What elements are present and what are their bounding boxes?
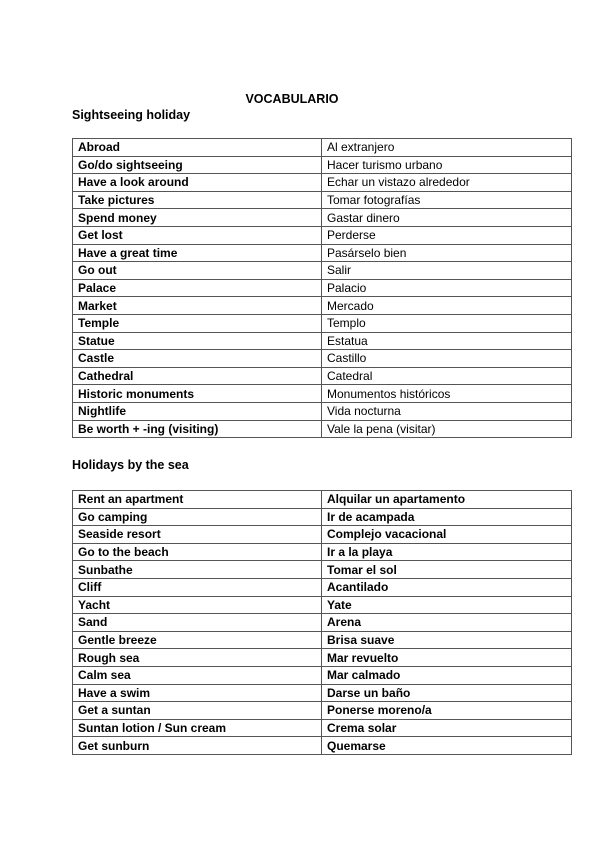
vocab-row: [73, 420, 572, 438]
spanish-translation: Mar revuelto: [322, 649, 572, 667]
spanish-translation: Yate: [322, 596, 572, 614]
spanish-translation: Mercado: [322, 297, 572, 315]
vocab-row: [73, 719, 572, 737]
vocab-row: [73, 209, 572, 227]
vocab-row: [73, 491, 572, 509]
spanish-translation: Vida nocturna: [322, 402, 572, 420]
english-term: Castle: [73, 350, 322, 368]
english-term: Nightlife: [73, 402, 322, 420]
spanish-translation: Al extranjero: [322, 139, 572, 157]
english-term: Go camping: [73, 508, 322, 526]
vocab-row: [73, 543, 572, 561]
spanish-translation: Hacer turismo urbano: [322, 156, 572, 174]
vocab-row: [73, 191, 572, 209]
spanish-translation: Echar un vistazo alrededor: [322, 174, 572, 192]
vocab-row: [73, 649, 572, 667]
spanish-translation: Arena: [322, 614, 572, 632]
english-term: Go out: [73, 262, 322, 280]
spanish-translation: Ponerse moreno/a: [322, 702, 572, 720]
english-term: Sand: [73, 614, 322, 632]
vocab-row: [73, 314, 572, 332]
spanish-translation: Monumentos históricos: [322, 385, 572, 403]
english-term: Seaside resort: [73, 526, 322, 544]
spanish-translation: Templo: [322, 314, 572, 332]
section-heading-sightseeing: Sightseeing holiday: [72, 108, 191, 122]
english-term: Have a look around: [73, 174, 322, 192]
spanish-translation: Brisa suave: [322, 631, 572, 649]
spanish-translation: Alquilar un apartamento: [322, 491, 572, 509]
spanish-translation: Crema solar: [322, 719, 572, 737]
english-term: Suntan lotion / Sun cream: [73, 719, 322, 737]
vocab-row: [73, 297, 572, 315]
english-term: Abroad: [73, 139, 322, 157]
english-term: Get a suntan: [73, 702, 322, 720]
english-term: Be worth + -ing (visiting): [73, 420, 322, 438]
vocab-row: [73, 139, 572, 157]
english-term: Go to the beach: [73, 543, 322, 561]
english-term: Market: [73, 297, 322, 315]
english-term: Spend money: [73, 209, 322, 227]
spanish-translation: Darse un baño: [322, 684, 572, 702]
english-term: Go/do sightseeing: [73, 156, 322, 174]
spanish-translation: Pasárselo bien: [322, 244, 572, 262]
vocab-row: [73, 174, 572, 192]
page-title: VOCABULARIO: [245, 92, 339, 106]
vocab-row: [73, 737, 572, 755]
spanish-translation: Perderse: [322, 226, 572, 244]
vocab-row: [73, 279, 572, 297]
spanish-translation: Quemarse: [322, 737, 572, 755]
english-term: Take pictures: [73, 191, 322, 209]
vocab-row: [73, 350, 572, 368]
section-heading-sea: Holidays by the sea: [72, 458, 189, 472]
english-term: Rough sea: [73, 649, 322, 667]
vocab-row: [73, 332, 572, 350]
spanish-translation: Salir: [322, 262, 572, 280]
spanish-translation: Gastar dinero: [322, 209, 572, 227]
english-term: Get lost: [73, 226, 322, 244]
english-term: Statue: [73, 332, 322, 350]
english-term: Cathedral: [73, 367, 322, 385]
vocab-row: [73, 614, 572, 632]
vocab-row: [73, 561, 572, 579]
english-term: Sunbathe: [73, 561, 322, 579]
vocab-row: [73, 596, 572, 614]
vocab-table-sightseeing: [72, 138, 572, 438]
spanish-translation: Palacio: [322, 279, 572, 297]
vocab-row: [73, 508, 572, 526]
vocab-row: [73, 244, 572, 262]
spanish-translation: Tomar fotografías: [322, 191, 572, 209]
spanish-translation: Tomar el sol: [322, 561, 572, 579]
vocab-row: [73, 666, 572, 684]
spanish-translation: Ir a la playa: [322, 543, 572, 561]
vocab-row: [73, 702, 572, 720]
vocab-row: [73, 156, 572, 174]
english-term: Gentle breeze: [73, 631, 322, 649]
spanish-translation: Estatua: [322, 332, 572, 350]
vocab-row: [73, 526, 572, 544]
spanish-translation: Complejo vacacional: [322, 526, 572, 544]
spanish-translation: Catedral: [322, 367, 572, 385]
spanish-translation: Mar calmado: [322, 666, 572, 684]
english-term: Get sunburn: [73, 737, 322, 755]
english-term: Temple: [73, 314, 322, 332]
english-term: Calm sea: [73, 666, 322, 684]
vocab-row: [73, 367, 572, 385]
vocab-row: [73, 578, 572, 596]
spanish-translation: Acantilado: [322, 578, 572, 596]
vocab-row: [73, 631, 572, 649]
english-term: Historic monuments: [73, 385, 322, 403]
vocab-table-sea: [72, 490, 572, 755]
vocab-row: [73, 226, 572, 244]
english-term: Yacht: [73, 596, 322, 614]
english-term: Palace: [73, 279, 322, 297]
spanish-translation: Castillo: [322, 350, 572, 368]
vocab-row: [73, 385, 572, 403]
vocab-row: [73, 262, 572, 280]
spanish-translation: Vale la pena (visitar): [322, 420, 572, 438]
english-term: Cliff: [73, 578, 322, 596]
english-term: Rent an apartment: [73, 491, 322, 509]
english-term: Have a great time: [73, 244, 322, 262]
vocab-row: [73, 684, 572, 702]
vocab-row: [73, 402, 572, 420]
english-term: Have a swim: [73, 684, 322, 702]
spanish-translation: Ir de acampada: [322, 508, 572, 526]
